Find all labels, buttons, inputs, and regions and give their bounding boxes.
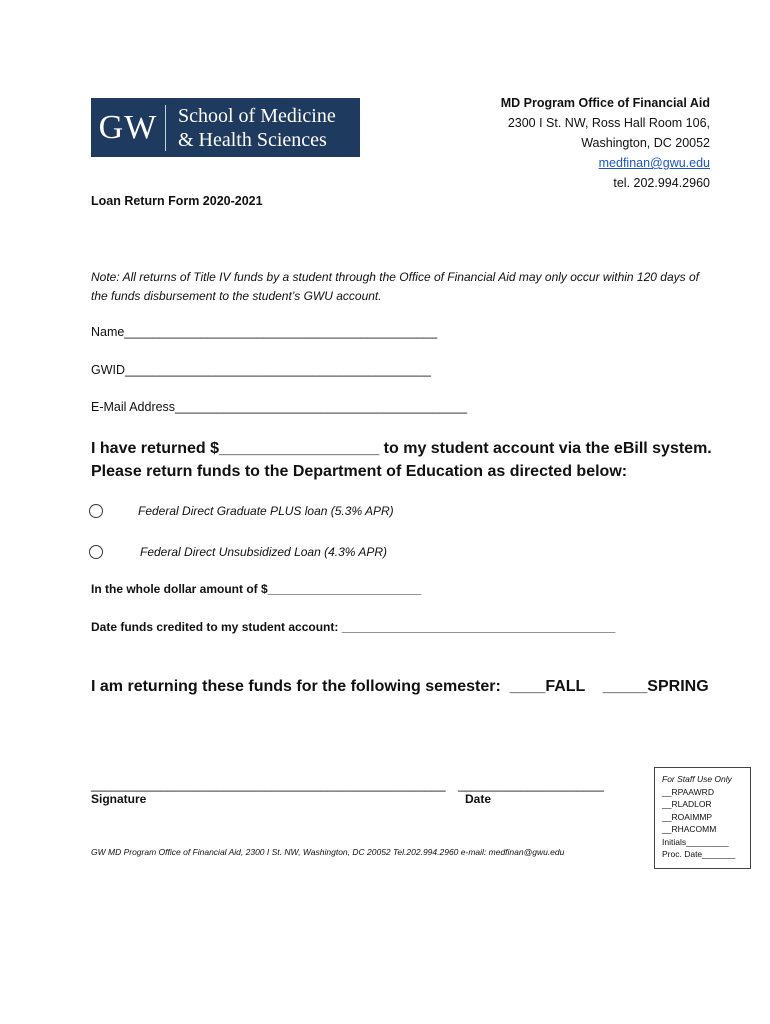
staff-line-rladlor: __RLADLOR [662, 799, 712, 809]
unsubsidized-label: Federal Direct Unsubsidized Loan (4.3% APR) [140, 545, 388, 559]
logo-line-2: & Health Sciences [178, 128, 327, 151]
email-field[interactable]: E-Mail Address__________________________________________ [91, 400, 468, 414]
logo-line-1: School of Medicine [178, 104, 336, 127]
staff-line-roaimmp: __ROAIMMP [662, 811, 713, 822]
date-label: Date [465, 792, 492, 806]
unsubsidized-radio[interactable] [89, 545, 103, 559]
return-instruction: Please return funds to the Department of Education as directed below: [91, 463, 628, 480]
gwid-field[interactable]: GWID____________________________________________ [91, 363, 431, 377]
date-line[interactable]: _____________________ [458, 778, 604, 792]
logo-school-name [166, 104, 336, 152]
footer-contact: GW MD Program Office of Financial Aid, 2300 I St. NW, Washington, DC 20052 Tel.202.994.2960 e-mail: medfinan@gwu.edu [91, 847, 565, 857]
returned-statement: I have returned $__________________ to my student account via the eBill system. [91, 440, 712, 457]
semester-lead: I am returning these funds for the following semester: [91, 678, 501, 695]
office-title: MD Program Office of Financial Aid [500, 96, 710, 110]
staff-line-initials: Initials_________ [662, 836, 729, 847]
fall-option[interactable]: ____FALL [509, 678, 586, 695]
staff-heading: For Staff Use Only [662, 774, 732, 784]
staff-line-rpaawrd: __RPAAWRD [662, 786, 714, 797]
signature-label: Signature [91, 792, 147, 806]
office-address-1: 2300 I St. NW, Ross Hall Room 106, [507, 116, 710, 130]
signature-line[interactable]: ___________________________________________________ [91, 778, 446, 792]
staff-use-box [654, 767, 751, 869]
staff-line-proc-date: Proc. Date_______ [662, 849, 736, 859]
office-email-link[interactable]: medfinan@gwu.edu [598, 156, 710, 170]
date-credited-field[interactable]: Date funds credited to my student account: _________________________________________ [91, 620, 616, 634]
semester-statement [91, 678, 709, 696]
name-field[interactable]: Name_____________________________________________ [91, 325, 438, 339]
spring-option[interactable]: _____SPRING [602, 678, 709, 695]
grad-plus-radio[interactable] [89, 504, 103, 518]
logo-mark: GW [98, 108, 158, 146]
office-address-2: Washington, DC 20052 [581, 136, 710, 150]
grad-plus-label: Federal Direct Graduate PLUS loan (5.3% APR) [138, 504, 394, 518]
office-tel: tel. 202.994.2960 [613, 176, 710, 190]
office-contact-block [501, 93, 710, 193]
dollar-amount-field[interactable]: In the whole dollar amount of $_______________________ [91, 582, 422, 596]
gw-logo [91, 98, 360, 157]
staff-line-rhacomm: __RHACOMM [662, 824, 717, 834]
form-title: Loan Return Form 2020-2021 [91, 194, 263, 208]
note-text: Note: All returns of Title IV funds by a student through the Office of Financial Aid may only occur within 120 days of the funds disbursement to the student’s GWU account. [91, 270, 699, 303]
